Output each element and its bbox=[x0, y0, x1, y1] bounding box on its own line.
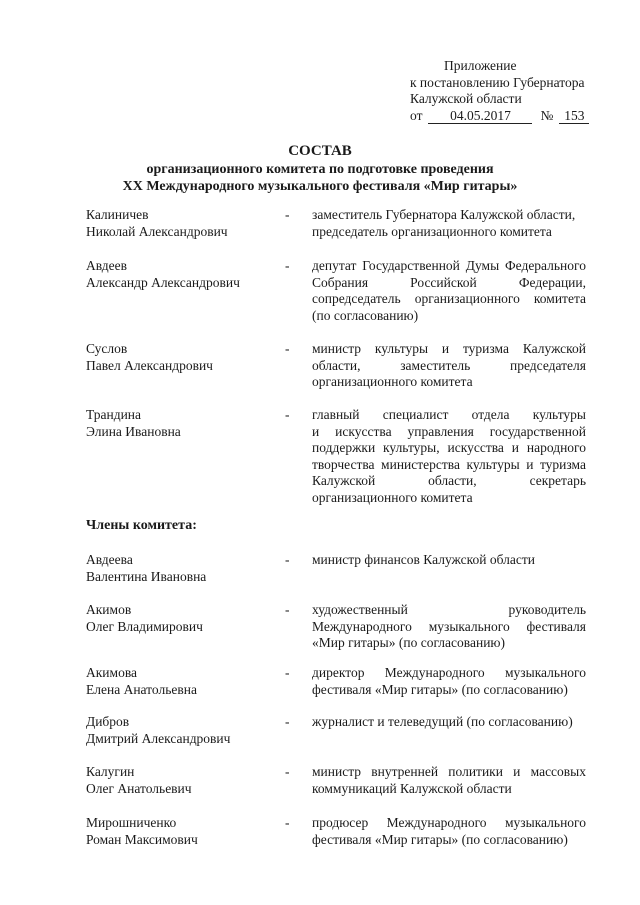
member-role bbox=[312, 764, 586, 797]
role-line: «Мир гитары» (по согласованию) bbox=[312, 635, 505, 650]
member-role bbox=[312, 258, 586, 324]
entry-dash: - bbox=[285, 815, 290, 830]
member-surname: Акимова bbox=[86, 665, 138, 680]
role-line: депутат Государственной Думы Федерального bbox=[312, 258, 586, 273]
role-line: фестиваля «Мир гитары» (по согласованию) bbox=[312, 681, 568, 697]
member-surname: Дибров bbox=[86, 714, 130, 729]
role-line: министр культуры и туризма Калужской bbox=[312, 341, 586, 356]
role-line: (по согласованию) bbox=[312, 307, 419, 323]
member-given-names: Валентина Ивановна bbox=[86, 568, 207, 584]
title-heading: СОСТАВ bbox=[288, 143, 352, 159]
role-line: министр внутренней политики и массовых bbox=[312, 764, 586, 779]
resolution-date: 04.05.2017 bbox=[428, 109, 532, 124]
member-given-names: Елена Анатольевна bbox=[86, 681, 197, 697]
role-line: Калужской области, секретарь bbox=[312, 473, 586, 488]
member-name bbox=[86, 602, 276, 635]
member-surname: Авдеева bbox=[86, 552, 133, 567]
entry-dash: - bbox=[285, 207, 290, 222]
member-role bbox=[312, 341, 586, 391]
member-name bbox=[86, 714, 276, 747]
member-surname: Суслов bbox=[86, 341, 128, 356]
appendix-title: Приложение bbox=[444, 58, 517, 73]
role-line: коммуникаций Калужской области bbox=[312, 780, 512, 796]
role-line: продюсер Международного музыкального bbox=[312, 815, 586, 830]
member-given-names: Александр Александрович bbox=[86, 274, 240, 290]
appendix-resolution: к постановлению Губернатора bbox=[410, 74, 585, 90]
member-given-names: Элина Ивановна bbox=[86, 423, 181, 439]
member-role bbox=[312, 665, 586, 698]
entry-dash: - bbox=[285, 764, 290, 779]
member-name bbox=[86, 552, 276, 585]
role-line: директор Международного музыкального bbox=[312, 665, 586, 680]
member-role bbox=[312, 815, 586, 848]
member-name bbox=[86, 207, 276, 240]
appendix-block bbox=[410, 58, 589, 124]
member-role bbox=[312, 552, 586, 569]
member-role bbox=[312, 207, 586, 240]
member-given-names: Дмитрий Александрович bbox=[86, 730, 231, 746]
role-line: главный специалист отдела культуры bbox=[312, 407, 586, 422]
role-line: и искусства управления государственной bbox=[312, 423, 586, 439]
member-role bbox=[312, 602, 586, 652]
member-role bbox=[312, 407, 586, 506]
role-line: министр финансов Калужской области bbox=[312, 552, 535, 567]
member-given-names: Олег Владимирович bbox=[86, 618, 203, 634]
entry-dash: - bbox=[285, 665, 290, 680]
role-line: заместитель Губернатора Калужской области, bbox=[312, 207, 576, 222]
appendix-date-number bbox=[410, 108, 589, 125]
role-line: сопредседатель организационного комитета bbox=[312, 291, 586, 306]
member-surname: Калугин bbox=[86, 764, 135, 779]
title-festival: XX Международного музыкального фестиваля «Мир гитары» bbox=[122, 179, 518, 194]
role-line: председатель организационного комитета bbox=[312, 223, 552, 239]
member-name bbox=[86, 407, 276, 440]
member-surname: Трандина bbox=[86, 407, 142, 422]
role-line: области, заместитель председателя bbox=[312, 357, 586, 373]
resolution-number: 153 bbox=[559, 109, 589, 124]
appendix-region: Калужской области bbox=[410, 91, 522, 106]
member-name bbox=[86, 764, 276, 797]
members-heading: Члены комитета: bbox=[86, 518, 197, 533]
role-line: организационного комитета bbox=[312, 489, 473, 505]
member-given-names: Павел Александрович bbox=[86, 357, 213, 373]
member-name bbox=[86, 815, 276, 848]
role-line: организационного комитета bbox=[312, 374, 473, 389]
member-given-names: Роман Максимович bbox=[86, 831, 198, 847]
member-surname: Акимов bbox=[86, 602, 132, 617]
number-label: № bbox=[540, 107, 554, 123]
role-line: журналист и телеведущий (по согласованию) bbox=[312, 714, 573, 729]
entry-dash: - bbox=[285, 341, 290, 356]
entry-dash: - bbox=[285, 258, 290, 273]
from-label: от bbox=[410, 107, 423, 123]
title-subtitle: организационного комитета по подготовке проведения bbox=[146, 162, 494, 177]
member-given-names: Олег Анатольевич bbox=[86, 780, 192, 796]
role-line: поддержки культуры, искусства и народного bbox=[312, 440, 586, 455]
member-role bbox=[312, 714, 586, 731]
role-line: художественный руководитель bbox=[312, 602, 586, 617]
member-surname: Калиничев bbox=[86, 207, 149, 222]
document-title bbox=[0, 142, 640, 195]
member-given-names: Николай Александрович bbox=[86, 223, 228, 239]
member-name bbox=[86, 341, 276, 374]
member-name bbox=[86, 665, 276, 698]
entry-dash: - bbox=[285, 552, 290, 567]
entry-dash: - bbox=[285, 407, 290, 422]
member-surname: Мирошниченко bbox=[86, 815, 177, 830]
member-name bbox=[86, 258, 276, 291]
role-line: Собрания Российской Федерации, bbox=[312, 274, 586, 290]
role-line: творчества министерства культуры и туризма bbox=[312, 456, 586, 472]
entry-dash: - bbox=[285, 714, 290, 729]
role-line: Международного музыкального фестиваля bbox=[312, 618, 586, 634]
entry-dash: - bbox=[285, 602, 290, 617]
member-surname: Авдеев bbox=[86, 258, 128, 273]
role-line: фестиваля «Мир гитары» (по согласованию) bbox=[312, 831, 568, 847]
